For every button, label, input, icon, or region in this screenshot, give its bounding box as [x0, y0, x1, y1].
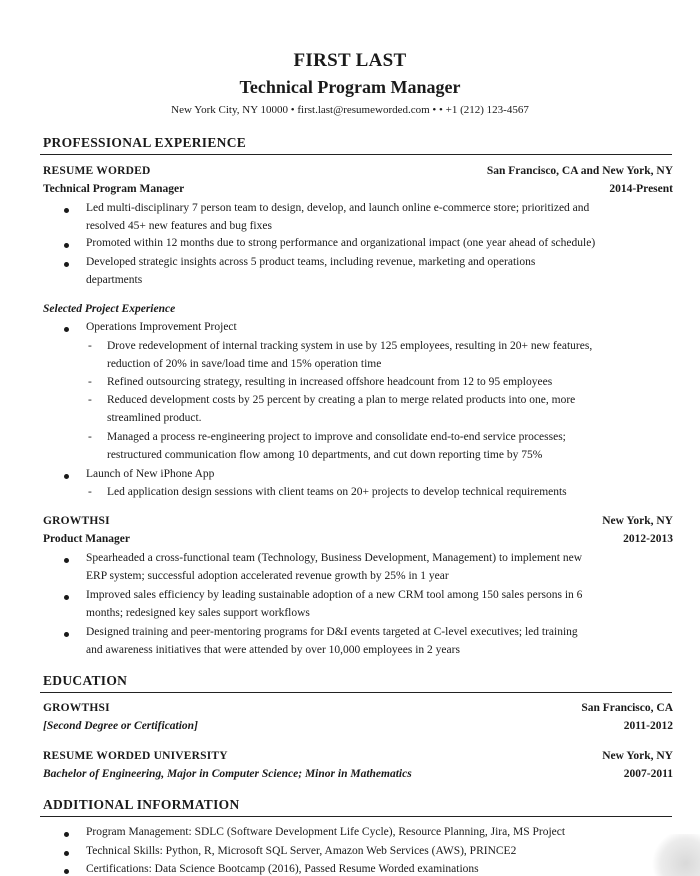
project-1-sub-3-line-1: Reduced development costs by 25 percent by creating a plan to merge related products into one, more	[107, 394, 576, 406]
job1-bullet-3-line-2: departments	[86, 274, 143, 286]
bullet-icon	[64, 832, 69, 837]
job2-bullet-3-line-2: and awareness initiatives that were attended by over 10,000 employees in 2 years	[86, 644, 460, 656]
job2-bullet-1-line-2: ERP system; successful adoption accelerated revenue growth by 25% in 1 year	[86, 570, 449, 582]
selected-project-heading: Selected Project Experience	[43, 303, 176, 315]
school2-dates: 2007-2011	[623, 768, 673, 780]
job2-location: New York, NY	[602, 515, 673, 527]
school2-location: New York, NY	[602, 750, 673, 762]
bullet-icon	[64, 869, 69, 874]
project-1-title: Operations Improvement Project	[86, 321, 237, 333]
project-1-sub-3-line-2: streamlined product.	[107, 412, 202, 424]
job2-role: Product Manager	[43, 533, 130, 545]
additional-heading: ADDITIONAL INFORMATION	[43, 797, 240, 812]
contact-line: New York City, NY 10000 • first.last@resumeworded.com • • +1 (212) 123-4567	[171, 104, 529, 116]
bullet-icon	[64, 262, 69, 267]
school2-name: RESUME WORDED UNIVERSITY	[43, 750, 228, 762]
dash-icon: -	[88, 486, 92, 498]
bullet-icon	[64, 243, 69, 248]
project-1-sub-1-line-2: reduction of 20% in save/load time and 15% operation time	[107, 358, 382, 370]
project-2-sub-1: Led application design sessions with client teams on 20+ projects to develop technical requirements	[107, 486, 567, 498]
additional-item-2: Technical Skills: Python, R, Microsoft SQL Server, Amazon Web Services (AWS), PRINCE2	[86, 845, 517, 857]
project-1-sub-4-line-1: Managed a process re-engineering project to improve and consolidate end-to-end service processes;	[107, 431, 566, 443]
bullet-icon	[64, 474, 69, 479]
bullet-icon	[64, 208, 69, 213]
dash-icon: -	[88, 340, 92, 352]
job1-bullet-1-line-1: Led multi-disciplinary 7 person team to design, develop, and launch online e-commerce store; prioritized and	[86, 202, 590, 214]
job2-company: GROWTHSI	[43, 515, 110, 527]
bullet-icon	[64, 327, 69, 332]
project-2-title: Launch of New iPhone App	[86, 468, 215, 480]
section-divider	[40, 816, 672, 817]
school1-location: San Francisco, CA	[581, 702, 673, 714]
bullet-icon	[64, 632, 69, 637]
experience-heading: PROFESSIONAL EXPERIENCE	[43, 135, 247, 150]
job2-bullet-1-line-1: Spearheaded a cross-functional team (Technology, Business Development, Management) to implement new	[86, 552, 582, 564]
school1-dates: 2011-2012	[623, 720, 673, 732]
additional-item-3: Certifications: Data Science Bootcamp (2016), Passed Resume Worded examinations	[86, 863, 479, 875]
bullet-icon	[64, 851, 69, 856]
school1-degree: [Second Degree or Certification]	[43, 720, 198, 732]
additional-item-1: Program Management: SDLC (Software Development Life Cycle), Resource Planning, Jira, MS Project	[86, 826, 566, 838]
job2-bullet-2-line-1: Improved sales efficiency by leading sustainable adoption of a new CRM tool among 150 sales persons in 6	[86, 589, 583, 601]
section-divider	[40, 154, 672, 155]
job1-bullet-1-line-2: resolved 45+ new features and bug fixes	[86, 220, 272, 232]
dash-icon: -	[88, 376, 92, 388]
job1-role: Technical Program Manager	[43, 183, 185, 195]
school2-degree: Bachelor of Engineering, Major in Computer Science; Minor in Mathematics	[43, 768, 412, 780]
school1-name: GROWTHSI	[43, 702, 110, 714]
watermark-logo	[652, 834, 700, 876]
job1-location: San Francisco, CA and New York, NY	[486, 165, 673, 177]
job1-company: RESUME WORDED	[43, 165, 151, 177]
job1-bullet-2: Promoted within 12 months due to strong performance and organizational impact (one year ahead of schedule)	[86, 237, 596, 249]
dash-icon: -	[88, 394, 92, 406]
project-1-sub-4-line-2: restructured communication flow among 10 departments, and cut down reporting time by 75%	[107, 449, 543, 461]
bullet-icon	[64, 558, 69, 563]
job1-bullet-3-line-1: Developed strategic insights across 5 product teams, including revenue, marketing and operations	[86, 256, 536, 268]
candidate-title: Technical Program Manager	[239, 77, 461, 97]
education-heading: EDUCATION	[43, 673, 128, 688]
project-1-sub-1-line-1: Drove redevelopment of internal tracking system in use by 125 employees, resulting in 20+ new features,	[107, 340, 593, 352]
section-divider	[40, 692, 672, 693]
bullet-icon	[64, 595, 69, 600]
job1-dates: 2014-Present	[609, 183, 673, 195]
job2-bullet-3-line-1: Designed training and peer-mentoring programs for D&I events targeted at C-level executives; led training	[86, 626, 578, 638]
candidate-name: FIRST LAST	[293, 50, 407, 71]
job2-bullet-2-line-2: months; redesigned key sales support workflows	[86, 607, 310, 619]
project-1-sub-2: Refined outsourcing strategy, resulting in increased offshore headcount from 12 to 95 employees	[107, 376, 553, 388]
dash-icon: -	[88, 431, 92, 443]
job2-dates: 2012-2013	[623, 533, 673, 545]
